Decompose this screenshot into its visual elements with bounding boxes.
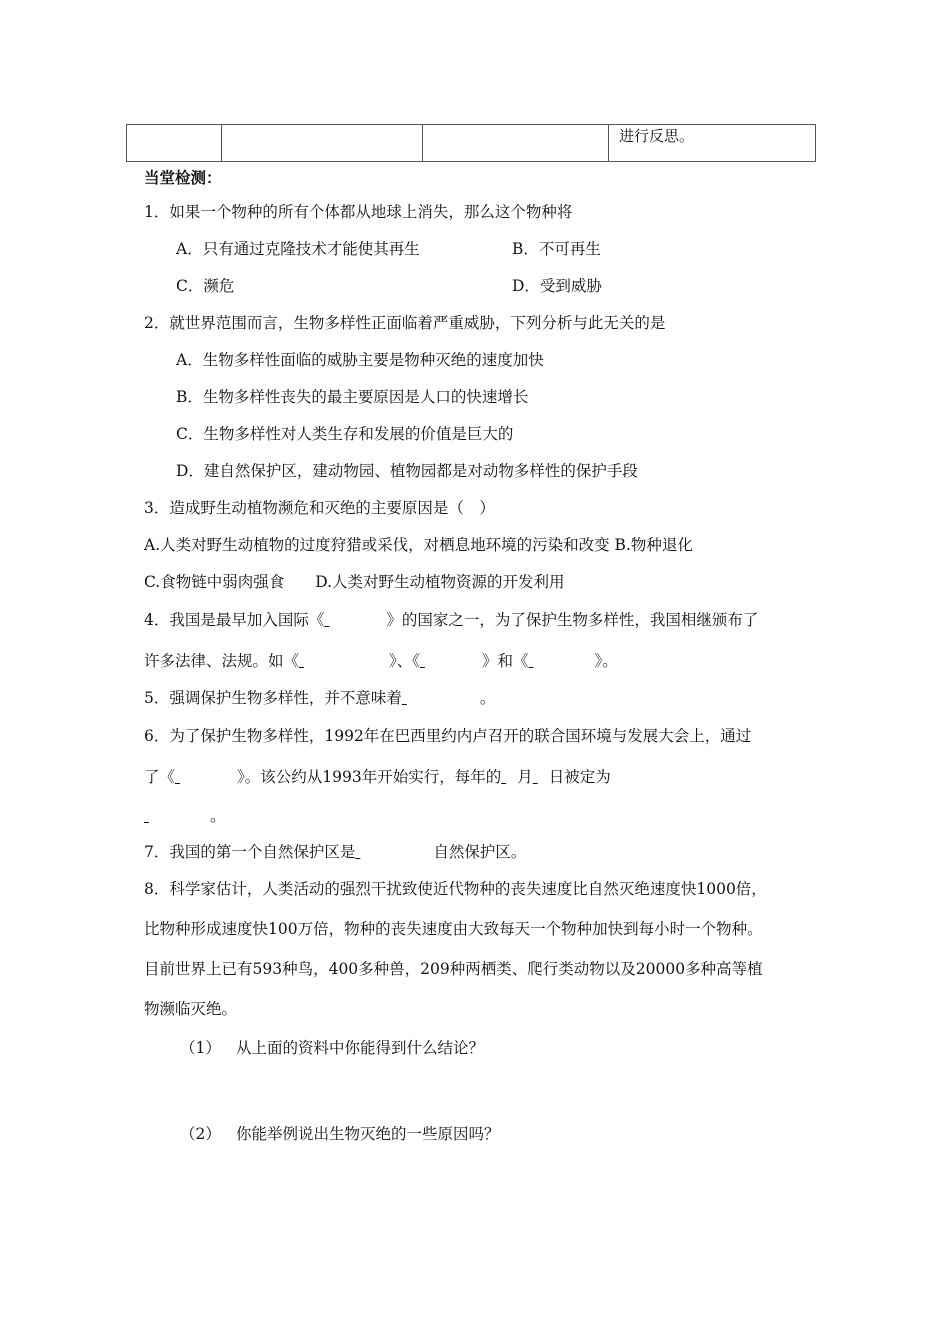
q5-line bbox=[144, 688, 495, 708]
table-cell-reflection: 进行反思。 bbox=[609, 125, 816, 162]
q8-line3: 目前世界上已有593种鸟，400多种兽，209种两栖类、爬行类动物以及20000多种高等植 bbox=[144, 960, 763, 978]
q8-line2: 比物种形成速度快100万倍，物种的丧失速度由大致每天一个物种加快到每小时一个物种。 bbox=[144, 920, 763, 938]
q6-text: 了《 bbox=[144, 768, 176, 786]
blank[interactable] bbox=[175, 767, 237, 787]
q7-text: 7．我国的第一个自然保护区是 bbox=[144, 843, 356, 861]
section-title: 当堂检测： bbox=[144, 168, 222, 187]
q1-stem: 1．如果一个物种的所有个体都从地球上消失，那么这个物种将 bbox=[144, 203, 573, 221]
q6-text: 》。该公约从1993年开始实行，每年的 bbox=[237, 768, 502, 786]
q6-line3 bbox=[144, 806, 226, 826]
blank[interactable] bbox=[324, 610, 386, 630]
q8-line1: 8．科学家估计，人类活动的强烈干扰致使近代物种的丧失速度比自然灭绝速度快1000倍， bbox=[144, 880, 767, 898]
q6-text: 日被定为 bbox=[548, 768, 611, 786]
lesson-table-fragment bbox=[126, 124, 816, 162]
table-cell bbox=[423, 125, 609, 162]
q4-line1 bbox=[144, 610, 758, 630]
q4-text: 4．我国是最早加入国际《 bbox=[144, 611, 325, 629]
q7-text: 自然保护区。 bbox=[433, 843, 527, 861]
q1-option-a: A．只有通过克隆技术才能使其再生 bbox=[176, 240, 420, 258]
q3-stem: 3．造成野生动植物濒危和灭绝的主要原因是（ ） bbox=[144, 499, 495, 517]
blank[interactable] bbox=[355, 842, 433, 862]
q4-line2 bbox=[144, 651, 618, 671]
table-row bbox=[127, 125, 816, 162]
q2-stem: 2．就世界范围而言，生物多样性正面临着严重威胁，下列分析与此无关的是 bbox=[144, 314, 666, 332]
q8-sub1-text: 从上面的资料中你能得到什么结论？ bbox=[236, 1039, 485, 1057]
q4-text: 》、《 bbox=[389, 652, 421, 670]
q6-line2 bbox=[144, 767, 611, 787]
q1-option-b: B．不可再生 bbox=[512, 240, 601, 258]
blank[interactable] bbox=[402, 688, 480, 708]
q8-sub2-number: （2） bbox=[180, 1125, 221, 1143]
q1-option-d: D．受到威胁 bbox=[512, 277, 602, 295]
q3-options-line2: C.食物链中弱肉强食 D.人类对野生动植物资源的开发利用 bbox=[144, 573, 565, 591]
q2-option-d: D．建自然保护区，建动物园、植物园都是对动物多样性的保护手段 bbox=[176, 462, 638, 480]
blank[interactable] bbox=[529, 651, 595, 671]
q7-line bbox=[144, 842, 526, 862]
q8-sub2-text: 你能举例说出生物灭绝的一些原因吗？ bbox=[236, 1125, 500, 1143]
q5-text: 5．强调保护生物多样性，并不意味着 bbox=[144, 689, 402, 707]
q4-text: 许多法律、法规。如《 bbox=[144, 652, 300, 670]
q4-text: 》。 bbox=[594, 652, 618, 670]
table-cell bbox=[222, 125, 423, 162]
q5-text: 。 bbox=[479, 689, 496, 707]
blank[interactable] bbox=[501, 767, 517, 787]
q2-option-a: A．生物多样性面临的威胁主要是物种灭绝的速度加快 bbox=[176, 351, 544, 369]
q2-option-c: C．生物多样性对人类生存和发展的价值是巨大的 bbox=[176, 425, 514, 443]
q4-text: 》和《 bbox=[482, 652, 529, 670]
blank[interactable] bbox=[533, 767, 549, 787]
table-cell bbox=[127, 125, 222, 162]
q3-options-line1: A.人类对野生动植物的过度狩猎或采伐，对栖息地环境的污染和改变 B.物种退化 bbox=[144, 536, 693, 554]
q8-line4: 物濒临灭绝。 bbox=[144, 1000, 238, 1018]
blank[interactable] bbox=[144, 806, 210, 826]
q4-text: 》的国家之一，为了保护生物多样性，我国相继颁布了 bbox=[386, 611, 759, 629]
blank[interactable] bbox=[299, 651, 389, 671]
blank[interactable] bbox=[420, 651, 482, 671]
q6-text: 月 bbox=[517, 768, 533, 786]
q2-option-b: B．生物多样性丧失的最主要原因是人口的快速增长 bbox=[176, 388, 529, 406]
q1-option-c: C．濒危 bbox=[176, 277, 235, 295]
q6-text: 。 bbox=[210, 807, 226, 825]
q8-sub1-number: （1） bbox=[180, 1039, 221, 1057]
q6-line1: 6．为了保护生物多样性，1992年在巴西里约内卢召开的联合国环境与发展大会上，通过 bbox=[144, 727, 752, 745]
